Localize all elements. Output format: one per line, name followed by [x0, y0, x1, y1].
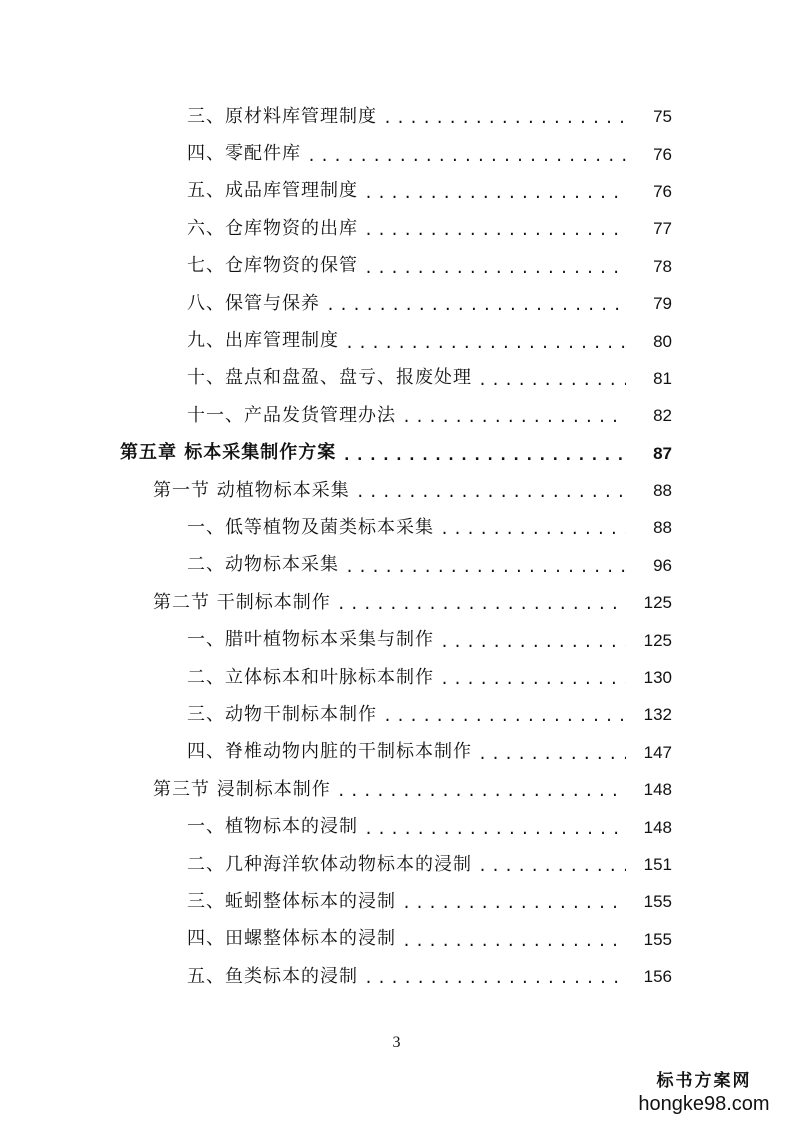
toc-entry-page: 82 [653, 406, 672, 426]
toc-entry-title: 二、立体标本和叶脉标本制作 [187, 666, 434, 688]
toc-entry[interactable] [0, 808, 793, 845]
toc-dot-leader [440, 635, 626, 650]
toc-entry[interactable] [0, 659, 793, 696]
toc-entry-title: 九、出库管理制度 [187, 330, 339, 352]
toc-dot-leader [307, 149, 626, 164]
toc-entry[interactable] [0, 734, 793, 771]
toc-entry-page: 151 [643, 855, 672, 874]
toc-entry-title: 二、几种海洋软体动物标本的浸制 [187, 853, 472, 875]
toc-entry[interactable] [0, 846, 793, 883]
toc-entry[interactable] [0, 397, 793, 434]
toc-entry-title: 四、田螺整体标本的浸制 [187, 928, 396, 950]
toc-entry-page: 147 [643, 742, 672, 762]
toc-entry-page: 156 [643, 967, 672, 987]
toc-section-page: 125 [643, 593, 672, 613]
toc-entry-title: 五、成品库管理制度 [187, 180, 358, 202]
watermark-logo [629, 1066, 779, 1116]
toc-entry-title: 一、腊叶植物标本采集与制作 [187, 629, 434, 651]
toc-entry-title: 三、蚯蚓整体标本的浸制 [187, 890, 396, 912]
toc-dot-leader [402, 410, 626, 425]
toc-entry-title: 八、保管与保养 [187, 292, 320, 314]
toc-entry[interactable] [0, 360, 793, 397]
toc-entry[interactable] [0, 135, 793, 172]
toc-section-entry[interactable] [0, 472, 793, 509]
toc-entry-page: 132 [643, 705, 672, 725]
toc-dot-leader [345, 560, 626, 575]
toc-dot-leader [364, 261, 626, 276]
toc-entry-page: 77 [653, 219, 672, 239]
toc-entry-page: 80 [653, 331, 672, 351]
toc-entry-page: 76 [653, 181, 672, 201]
toc-dot-leader [383, 111, 626, 126]
toc-chapter-page: 87 [653, 443, 672, 463]
toc-entry[interactable] [0, 173, 793, 210]
toc-dot-leader [478, 373, 626, 388]
toc-entry-page: 125 [643, 630, 672, 650]
toc-entry[interactable] [0, 696, 793, 733]
toc-entry[interactable] [0, 210, 793, 247]
toc-entry-page: 155 [643, 929, 672, 949]
toc-entry[interactable] [0, 248, 793, 285]
toc-dot-leader [478, 747, 626, 762]
toc-dot-leader [326, 298, 626, 313]
toc-dot-leader [356, 485, 626, 500]
toc-entry-title: 十一、产品发货管理办法 [187, 404, 396, 426]
toc-chapter-title: 第五章 标本采集制作方案 [120, 442, 337, 464]
toc-entry-title: 一、低等植物及菌类标本采集 [187, 516, 434, 538]
toc-entry-title: 五、鱼类标本的浸制 [187, 965, 358, 987]
toc-dot-leader [440, 672, 626, 687]
toc-dot-leader [337, 597, 626, 612]
toc-section-title: 第三节 浸制标本制作 [153, 778, 331, 800]
toc-dot-leader [402, 896, 626, 911]
toc-dot-leader [337, 784, 626, 799]
toc-entry[interactable] [0, 958, 793, 995]
toc-entry[interactable] [0, 322, 793, 359]
toc-entry[interactable] [0, 921, 793, 958]
toc-dot-leader [364, 223, 626, 238]
toc-entry-title: 三、动物干制标本制作 [187, 703, 377, 725]
toc-dot-leader [345, 336, 626, 351]
toc-dot-leader [342, 448, 626, 463]
toc-entry-page: 96 [653, 555, 672, 575]
toc-entry-page: 88 [653, 518, 672, 538]
toc-dot-leader [364, 971, 626, 986]
watermark-name: 标书方案网 [656, 1071, 752, 1091]
toc-chapter-entry[interactable] [0, 435, 793, 472]
toc-section-entry[interactable] [0, 771, 793, 808]
toc-entry-title: 三、原材料库管理制度 [187, 105, 377, 127]
toc-entry-title: 四、脊椎动物内脏的干制标本制作 [187, 741, 472, 763]
table-of-contents [0, 98, 793, 995]
toc-section-title: 第一节 动植物标本采集 [153, 479, 350, 501]
toc-entry[interactable] [0, 547, 793, 584]
toc-entry[interactable] [0, 883, 793, 920]
toc-entry-page: 75 [653, 107, 672, 127]
toc-dot-leader [364, 186, 626, 201]
toc-entry-page: 81 [653, 368, 672, 388]
toc-dot-leader [402, 934, 626, 949]
toc-dot-leader [478, 859, 626, 874]
toc-entry-title: 一、植物标本的浸制 [187, 816, 358, 838]
toc-entry-title: 七、仓库物资的保管 [187, 255, 358, 277]
toc-section-page: 88 [653, 481, 672, 501]
page-number: 3 [392, 1034, 401, 1051]
toc-entry-page: 148 [643, 817, 672, 837]
toc-section-page: 148 [643, 780, 672, 800]
toc-entry-page: 79 [653, 294, 672, 314]
toc-entry-title: 十、盘点和盘盈、盘亏、报废处理 [187, 367, 472, 389]
toc-section-entry[interactable] [0, 584, 793, 621]
toc-dot-leader [440, 522, 626, 537]
toc-entry-page: 78 [653, 256, 672, 276]
toc-dot-leader [383, 709, 626, 724]
toc-entry[interactable] [0, 98, 793, 135]
toc-entry[interactable] [0, 285, 793, 322]
toc-entry[interactable] [0, 509, 793, 546]
toc-entry-title: 四、零配件库 [187, 143, 301, 165]
toc-section-title: 第二节 干制标本制作 [153, 591, 331, 613]
toc-entry-page: 155 [643, 892, 672, 912]
toc-entry-title: 二、动物标本采集 [187, 554, 339, 576]
toc-entry-page: 76 [653, 144, 672, 164]
toc-entry-page: 130 [643, 668, 672, 688]
toc-entry-title: 六、仓库物资的出库 [187, 217, 358, 239]
toc-entry[interactable] [0, 621, 793, 658]
watermark-url: hongke98.com [638, 1093, 770, 1115]
toc-dot-leader [364, 822, 626, 837]
